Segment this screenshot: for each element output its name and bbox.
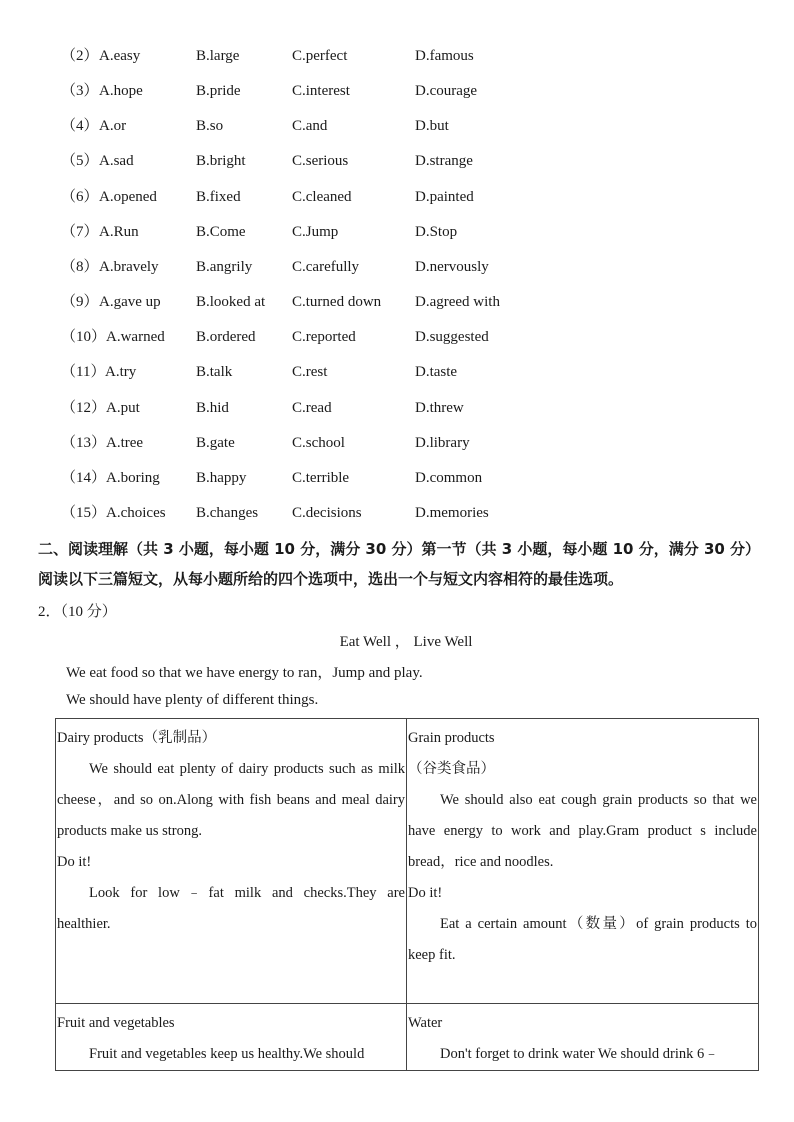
option-b: B.hid (196, 399, 229, 416)
option-a: A.try (105, 364, 137, 381)
option-b: B.looked at (196, 294, 266, 311)
option-a: A.boring (106, 469, 160, 486)
option-row (0, 325, 794, 349)
option-c: C.interest (292, 83, 350, 100)
option-c: C.rest (292, 364, 328, 381)
option-a: A.tree (106, 434, 144, 451)
fruit-cell (56, 1004, 407, 1071)
option-b: B.ordered (196, 329, 256, 346)
option-d: D.courage (415, 83, 478, 100)
grain-paragraph: We should also eat cough grain products so that we have energy to work and play.Gram product s include bread，rice and noodles. (408, 792, 757, 870)
water-title: Water (408, 1015, 443, 1031)
option-c: C.Jump (292, 223, 339, 240)
option-a: A.warned (106, 329, 165, 346)
dairy-do-it: Do it! (57, 854, 92, 870)
option-c: C.terrible (292, 469, 350, 486)
table-row (56, 719, 759, 1004)
question-number: （8） (61, 258, 99, 275)
option-row (0, 501, 794, 525)
option-b: B.angrily (196, 258, 253, 275)
option-d: D.library (415, 434, 470, 451)
option-d: D.threw (415, 399, 464, 416)
option-a: A.bravely (99, 258, 159, 275)
option-d: D.strange (415, 153, 473, 170)
option-a: A.easy (99, 48, 141, 64)
question-number: （14） (61, 469, 107, 486)
question-number: （11） (61, 364, 106, 381)
section-heading: 二、阅读理解（共 3 小题，每小题 10 分，满分 30 分）第一节（共 3 小题，每小题 10 分，满分 30 分） (38, 540, 761, 558)
question-number: （10） (61, 329, 107, 346)
water-paragraph: Don't forget to drink water We should drink 6﹣ (440, 1046, 719, 1062)
grain-subtitle: （谷类食品） (408, 761, 495, 777)
fruit-title: Fruit and vegetables (57, 1015, 175, 1031)
option-c: C.cleaned (292, 188, 352, 205)
question-number: （13） (61, 434, 107, 451)
option-c: C.serious (292, 153, 349, 170)
option-d: D.Stop (415, 223, 458, 240)
dairy-cell (56, 719, 407, 1004)
option-row (0, 149, 794, 173)
question-number: （7） (61, 223, 99, 240)
option-row (0, 79, 794, 103)
option-a: A.opened (99, 188, 157, 205)
option-b: B.happy (196, 469, 247, 486)
option-d: D.common (415, 469, 483, 486)
option-d: D.nervously (415, 258, 489, 275)
dairy-tip: Look for low﹣fat milk and checks.They are healthier. (57, 885, 405, 932)
question-number: （6） (61, 188, 99, 205)
grain-cell (407, 719, 759, 1004)
grain-title: Grain products (408, 730, 495, 746)
option-a: A.choices (106, 504, 166, 521)
water-cell (407, 1004, 759, 1071)
option-row (0, 185, 794, 209)
question-number: （4） (61, 118, 99, 135)
option-a: A.hope (99, 83, 143, 100)
option-row (0, 255, 794, 279)
option-b: B.talk (196, 364, 233, 381)
dairy-title: Dairy products（乳制品） (57, 730, 217, 746)
option-d: D.famous (415, 48, 474, 64)
option-b: B.large (196, 48, 240, 64)
option-b: B.pride (196, 83, 241, 100)
option-c: C.perfect (292, 48, 348, 64)
option-row (0, 431, 794, 455)
question-number: （2） (61, 48, 99, 64)
option-c: C.decisions (292, 504, 362, 521)
option-d: D.but (415, 118, 449, 135)
option-row (0, 220, 794, 244)
option-row (0, 396, 794, 420)
option-row (0, 290, 794, 314)
question-label: 2．（10 分） (38, 604, 117, 620)
option-d: D.suggested (415, 329, 489, 346)
dairy-paragraph: We should eat plenty of dairy products such as milk cheese，and so on.Along with fish beans and meal dairy products make us strong. (57, 761, 405, 839)
option-c: C.turned down (292, 294, 382, 311)
option-d: D.painted (415, 188, 474, 205)
option-d: D.taste (415, 364, 458, 381)
question-number: （9） (61, 294, 99, 311)
passage-intro-line-2: We should have plenty of different things. (66, 692, 319, 708)
option-a: A.gave up (99, 294, 161, 311)
grain-do-it: Do it! (408, 885, 443, 901)
option-b: B.fixed (196, 188, 241, 205)
option-row (0, 466, 794, 490)
option-d: D.memories (415, 504, 489, 521)
option-c: C.and (292, 118, 328, 135)
option-b: B.Come (196, 223, 246, 240)
option-b: B.bright (196, 153, 246, 170)
question-number: （3） (61, 83, 99, 100)
question-number: （12） (61, 399, 107, 416)
passage-title: Eat Well ， Live Well (339, 634, 473, 650)
option-c: C.school (292, 434, 345, 451)
option-a: A.Run (99, 223, 139, 240)
option-b: B.so (196, 118, 224, 135)
option-b: B.changes (196, 504, 259, 521)
option-row (0, 114, 794, 138)
food-groups-table (55, 718, 759, 1071)
option-c: C.read (292, 399, 332, 416)
option-a: A.sad (99, 153, 134, 170)
option-c: C.reported (292, 329, 356, 346)
question-number: （5） (61, 153, 99, 170)
question-number: （15） (61, 504, 107, 521)
table-row (56, 1004, 759, 1071)
option-a: A.or (99, 118, 127, 135)
option-row (0, 360, 794, 384)
grain-tip: Eat a certain amount（数量）of grain products to keep fit. (408, 916, 757, 963)
option-c: C.carefully (292, 258, 360, 275)
option-row (0, 44, 794, 68)
passage-intro-line-1: We eat food so that we have energy to ran，Jump and play. (66, 665, 423, 681)
option-b: B.gate (196, 434, 235, 451)
fruit-paragraph: Fruit and vegetables keep us healthy.We should (89, 1046, 365, 1062)
option-d: D.agreed with (415, 294, 500, 311)
section-instruction: 阅读以下三篇短文，从每小题所给的四个选项中，选出一个与短文内容相符的最佳选项。 (38, 570, 624, 588)
option-a: A.put (106, 399, 140, 416)
